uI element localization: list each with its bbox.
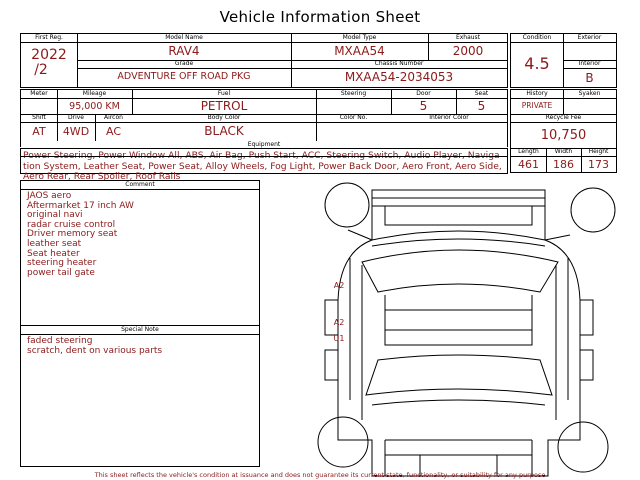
- first-reg-label: First Reg.: [35, 34, 63, 41]
- wheel-front-right-icon: [571, 188, 615, 232]
- equipment-label: Equipment: [21, 141, 507, 149]
- width-label: Width: [554, 148, 573, 155]
- special-note-line: faded steering: [27, 336, 93, 346]
- comment-line: Driver memory seat: [27, 229, 118, 240]
- fuel-value: PETROL: [200, 99, 248, 113]
- exhaust-value: 2000: [452, 44, 484, 58]
- width-value: 186: [553, 158, 574, 171]
- length-label: Length: [518, 148, 539, 155]
- history-value: PRIVATE: [521, 101, 553, 110]
- door-label: Door: [416, 90, 431, 97]
- model-name-label: Model Name: [165, 34, 203, 41]
- shift-label: Shift: [32, 114, 46, 121]
- first-reg-year: 2022: [31, 47, 67, 63]
- history-label: History: [526, 90, 548, 97]
- model-type-value: MXAA54: [334, 44, 385, 58]
- mileage-value: 95,000 KM: [69, 101, 120, 112]
- special-note-line: scratch, dent on various parts: [27, 345, 163, 356]
- chassis-label: Chassis Number: [374, 60, 424, 67]
- damage-mark: U1: [333, 334, 345, 343]
- damage-mark: A2: [333, 281, 345, 290]
- interior-label: Interior: [578, 60, 601, 67]
- height-label: Height: [588, 148, 609, 155]
- exhaust-label: Exhaust: [455, 34, 481, 41]
- steering-label: Steering: [340, 90, 367, 97]
- recycle-fee-value: 10,750: [540, 128, 587, 143]
- condition-grade-value: 4.5: [524, 54, 550, 73]
- comment-line: Aftermarket 17 inch AW: [27, 200, 134, 211]
- door-value: 5: [419, 99, 428, 113]
- grade-label: Grade: [174, 60, 194, 67]
- aircon-value: AC: [105, 125, 121, 138]
- meter-label: Meter: [30, 90, 48, 97]
- drive-label: Drive: [68, 114, 84, 121]
- grade-value: ADVENTURE OFF ROAD PKG: [117, 71, 251, 82]
- comment-line: original navi: [27, 210, 83, 221]
- comment-line: Seat heater: [27, 248, 80, 259]
- length-value: 461: [518, 158, 539, 171]
- comment-line: leather seat: [27, 238, 82, 249]
- seat-label: Seat: [474, 90, 489, 97]
- body-color-label: Body Color: [207, 114, 241, 121]
- seat-value: 5: [477, 99, 486, 113]
- height-value: 173: [588, 158, 609, 171]
- color-no-label: Color No.: [339, 114, 368, 121]
- equipment-list: Power Steering, Power Window All, ABS, Air Bag, Push Start, ACC, Steering Switch, Audio Player, Navigation System, Leather Seat, Power Seat, Alloy Wheels, Fog Light, Power Back Door, Aero Front, Aero Side, Aero Rear, Rear Spoiler, Roof Rails: [23, 150, 502, 182]
- body-color-value: BLACK: [204, 124, 244, 138]
- comment-label: Comment: [125, 181, 155, 188]
- special-note-label: Special Note: [121, 326, 159, 333]
- mileage-label: Mileage: [82, 90, 107, 97]
- recycle-fee-label: Recycle Fee: [545, 114, 582, 121]
- damage-mark: A2: [333, 318, 345, 327]
- wheel-rear-right-icon: [558, 422, 608, 472]
- disclaimer-footer: This sheet reflects the vehicle's condition at issuance and does not guarantee its current state, functionality, or suitability for any purpose: [94, 471, 546, 479]
- comment-line: power tail gate: [27, 267, 95, 278]
- interior-value: B: [585, 71, 594, 85]
- wheel-front-left-icon: [325, 183, 369, 227]
- chassis-value: MXAA54-2034053: [344, 70, 454, 84]
- wheel-rear-left-icon: [318, 417, 368, 467]
- interior-color-label: Interior Color: [429, 114, 469, 121]
- car-outline: [318, 183, 615, 476]
- shift-value: AT: [32, 125, 46, 138]
- model-type-label: Model Type: [342, 34, 377, 41]
- fuel-label: Fuel: [217, 90, 231, 97]
- comment-line: steering heater: [27, 258, 97, 269]
- first-reg-month: /2: [34, 62, 48, 78]
- exterior-label: Exterior: [577, 34, 602, 41]
- condition-label: Condition: [522, 34, 552, 41]
- sheet-title: Vehicle Information Sheet: [219, 8, 421, 26]
- comment-line: radar cruise control: [27, 219, 116, 230]
- comment-line: JAOS aero: [27, 191, 72, 201]
- aircon-label: Aircon: [104, 114, 123, 121]
- drive-value: 4WD: [62, 125, 90, 138]
- model-name-value: RAV4: [168, 44, 200, 58]
- syaken-label: Syaken: [578, 90, 601, 97]
